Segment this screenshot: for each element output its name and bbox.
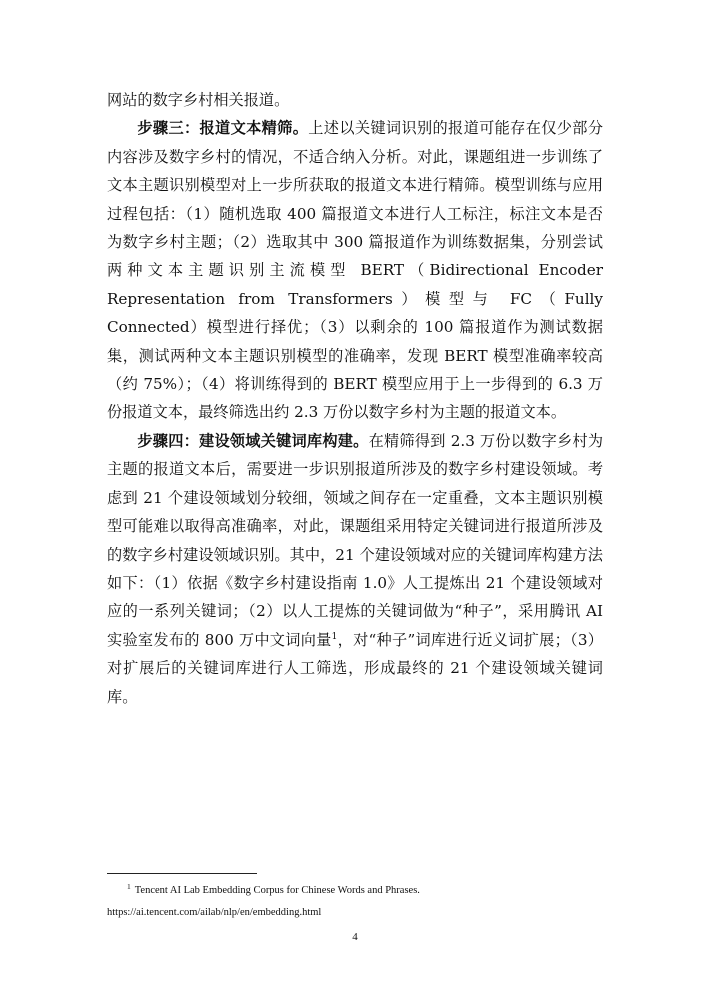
paragraph-continuation: 网站的数字乡村相关报道。 — [107, 91, 290, 109]
footnote-title: Tencent AI Lab Embedding Corpus for Chinese Words and Phrases. — [134, 885, 420, 896]
step4-text-before-ref: 在精筛得到 2.3 万份以数字乡村为主题的报道文本后，需要进一步识别报道所涉及的数字乡村建设领域。考虑到 21 个建设领域划分较细，领域之间存在一定重叠，文本主题识别模型可能难以取得高准确率，对此，课题组采用特定关键词进行报道所涉及的数字乡村建设领域识别。其中，21 个建设领域对应的关键词库构建方法如下：（1）依据《数字乡村建设指南 1.0》人工提炼出 21 个建设领域对应的一系列关键词；（2）以人工提炼的关键词做为“种子”，采用腾讯 AI 实验室发布的 800 万中文词向量 — [107, 431, 604, 649]
page-number: 4 — [352, 931, 358, 943]
step4-text-after-ref: ，对“种子”词库进行近义词扩展；（3）对扩展后的关键词库进行人工筛选，形成最终的 21 个建设领域关键词库。 — [107, 630, 603, 706]
footnote-line-1 — [107, 880, 603, 902]
footnote-url[interactable]: https://ai.tencent.com/ailab/nlp/en/embedding.html — [107, 907, 322, 918]
footnote-reference[interactable]: 1 — [331, 631, 338, 642]
step3-heading: 步骤三：报道文本精筛。 — [137, 119, 309, 138]
footnote-mark: 1 — [127, 881, 131, 891]
step4-heading: 步骤四：建设领域关键词库构建。 — [137, 431, 369, 450]
paragraph-step3 — [107, 114, 603, 426]
paragraph-step4 — [107, 427, 603, 711]
body-text — [107, 86, 603, 711]
footnote-divider — [107, 873, 257, 874]
footnote — [107, 880, 603, 924]
step3-text: 上述以关键词识别的报道可能存在仅少部分内容涉及数字乡村的情况，不适合纳入分析。对此，课题组进一步训练了文本主题识别模型对上一步所获取的报道文本进行精筛。模型训练与应用过程包括：（1）随机选取 400 篇报道文本进行人工标注，标注文本是否为数字乡村主题；（2）选取其中 300 篇报道作为训练数据集，分别尝试两种文本主题识别主流模型 BERT（Bidirectional Encoder Representation from Transformers）模型与 FC（Fully Connected）模型进行择优；（3）以剩余的 100 篇报道作为测试数据集，测试两种文本主题识别模型的准确率，发现 BERT 模型准确率较高（约 75%）；（4）将训练得到的 BERT 模型应用于上一步得到的 6.3 万份报道文本，最终筛选出约 2.3 万份以数字乡村为主题的报道文本。 — [107, 119, 604, 422]
